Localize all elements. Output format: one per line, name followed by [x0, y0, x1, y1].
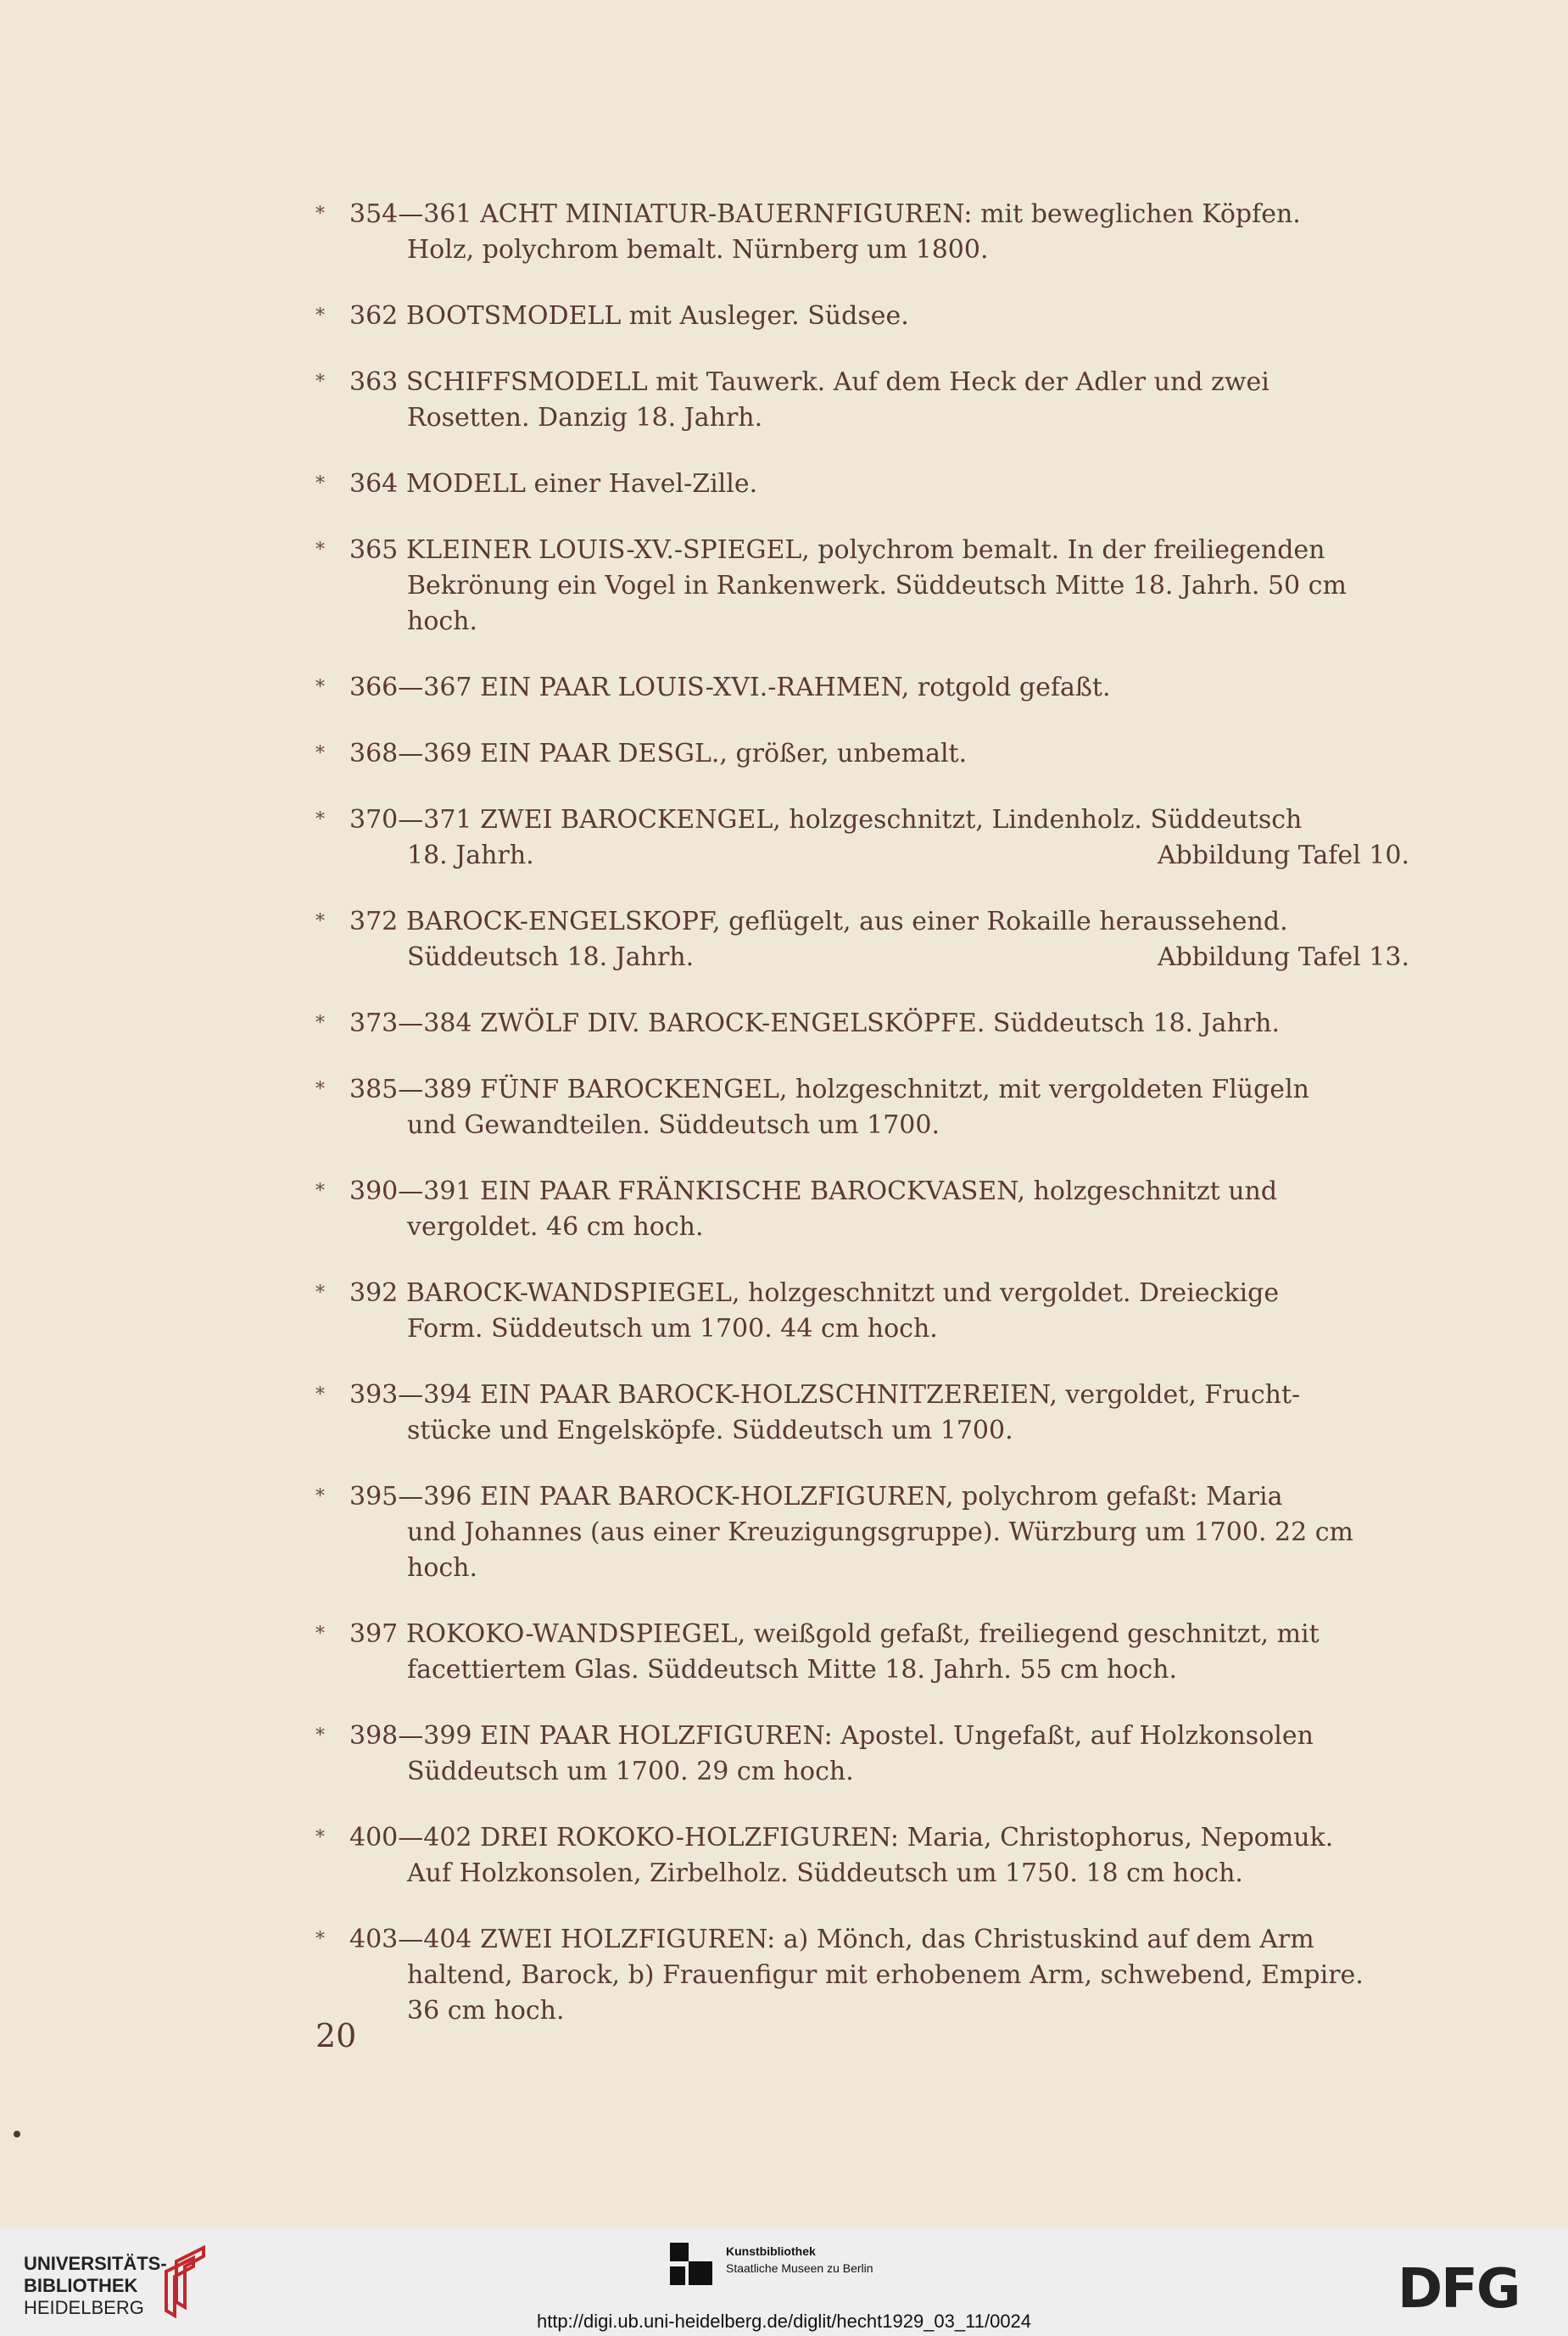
entry-line-2-row — [407, 1413, 1409, 1449]
asterisk-mark: * — [315, 372, 325, 393]
entry-heading-line — [349, 1922, 1409, 1958]
catalog-entry-1 — [315, 197, 1409, 268]
lot-number: 363 — [349, 367, 399, 397]
catalog-entry-9 — [315, 904, 1409, 975]
entry-line-2: Süddeutsch 18. Jahrh. — [407, 942, 695, 972]
uni-line-3: HEIDELBERG — [24, 2297, 144, 2318]
entry-line-1: ZWEI BAROCKENGEL, holzgeschnitzt, Lindenholz. Süddeutsch — [480, 805, 1303, 835]
entry-heading-line — [349, 1718, 1409, 1754]
entry-heading-line — [349, 1479, 1409, 1515]
asterisk-mark: * — [315, 1181, 325, 1202]
catalog-entry-5 — [315, 533, 1409, 640]
lot-number: 390—391 — [349, 1176, 472, 1206]
entry-line-1: EIN PAAR DESGL., größer, unbemalt. — [480, 739, 968, 768]
uni-line-2: BIBLIOTHEK — [24, 2275, 138, 2296]
entry-heading-line — [349, 1174, 1409, 1210]
entry-line-1: EIN PAAR LOUIS-XVI.-RAHMEN, rotgold gefaßt. — [480, 673, 1111, 702]
uni-line-1: UNIVERSITÄTS- — [24, 2253, 167, 2274]
entry-line-1: FÜNF BAROCKENGEL, holzgeschnitzt, mit vergoldeten Flügeln — [480, 1075, 1309, 1104]
uni-heidelberg-logo-icon — [159, 2243, 214, 2319]
entry-line-2-row — [407, 1856, 1409, 1892]
entry-line-1: EIN PAAR FRÄNKISCHE BAROCKVASEN, holzgeschnitzt und — [480, 1176, 1278, 1206]
lot-number: 392 — [349, 1278, 399, 1308]
lot-number: 395—396 — [349, 1482, 472, 1512]
entry-line-2: und Johannes (aus einer Kreuzigungsgruppe). Würzburg um 1700. 22 cm hoch. — [407, 1517, 1354, 1583]
entry-line-2: 18. Jahrh. — [407, 841, 534, 870]
catalog-entry-16 — [315, 1617, 1409, 1688]
entry-line-2: Süddeutsch um 1700. 29 cm hoch. — [407, 1757, 854, 1786]
entry-heading-line — [349, 1820, 1409, 1856]
lot-number: 385—389 — [349, 1075, 472, 1104]
asterisk-mark: * — [315, 204, 325, 225]
asterisk-mark: * — [315, 1079, 325, 1100]
entry-line-1: EIN PAAR BAROCK-HOLZSCHNITZEREIEN, vergoldet, Frucht- — [480, 1380, 1301, 1410]
entry-line-1: ROKOKO-WANDSPIEGEL, weißgold gefaßt, freiliegend geschnitzt, mit — [405, 1619, 1320, 1649]
entry-line-1: BOOTSMODELL mit Ausleger. Südsee. — [405, 301, 909, 331]
entry-line-2-row — [407, 232, 1409, 268]
entry-heading-line — [349, 1276, 1409, 1311]
catalog-entry-18 — [315, 1820, 1409, 1892]
catalog-entry-4 — [315, 467, 1409, 502]
asterisk-mark: * — [315, 911, 325, 932]
plate-reference: Abbildung Tafel 10. — [1157, 841, 1409, 870]
entry-heading-line — [349, 1072, 1409, 1108]
entry-line-1: DREI ROKOKO-HOLZFIGUREN: Maria, Christophorus, Nepomuk. — [480, 1823, 1334, 1853]
footer-bar — [0, 2227, 1568, 2336]
entry-line-1: EIN PAAR HOLZFIGUREN: Apostel. Ungefaßt, auf Holzkonsolen — [480, 1721, 1314, 1751]
asterisk-mark: * — [315, 1827, 325, 1848]
margin-dot — [14, 2131, 20, 2138]
entry-heading-line — [349, 802, 1409, 838]
page-number: 20 — [315, 2017, 357, 2054]
entry-line-1: ZWEI HOLZFIGUREN: a) Mönch, das Christuskind auf dem Arm — [480, 1925, 1314, 1954]
entry-line-1: EIN PAAR BAROCK-HOLZFIGUREN, polychrom gefaßt: Maria — [480, 1482, 1283, 1512]
kunstbibliothek-logo-icon — [670, 2243, 712, 2285]
lot-number: 365 — [349, 535, 399, 565]
entry-heading-line — [349, 670, 1409, 706]
kb-line-1: Kunstbibliothek — [726, 2244, 816, 2258]
lot-number: 362 — [349, 301, 399, 331]
asterisk-mark: * — [315, 1623, 325, 1645]
entry-line-2: stücke und Engelsköpfe. Süddeutsch um 1700. — [407, 1416, 1013, 1445]
entry-heading-line — [349, 1378, 1409, 1413]
catalog-entry-6 — [315, 670, 1409, 706]
lot-number: 354—361 — [349, 199, 472, 229]
asterisk-mark: * — [315, 1013, 325, 1034]
lot-number: 397 — [349, 1619, 399, 1649]
asterisk-mark: * — [315, 1929, 325, 1950]
entry-line-2-row — [407, 1958, 1409, 1993]
catalog-entry-12 — [315, 1174, 1409, 1245]
asterisk-mark: * — [315, 1283, 325, 1304]
catalog-entry-3 — [315, 365, 1409, 436]
entry-line-2-row — [407, 1754, 1409, 1790]
catalog-entry-15 — [315, 1479, 1409, 1586]
catalog-entry-14 — [315, 1378, 1409, 1449]
entry-heading-line — [349, 197, 1409, 232]
catalog-entries — [315, 197, 1409, 2059]
asterisk-mark: * — [315, 743, 325, 764]
uni-heidelberg-wordmark[interactable] — [24, 2253, 167, 2319]
asterisk-mark: * — [315, 539, 325, 561]
entry-line-2-row — [407, 568, 1409, 640]
entry-line-1: BAROCK-ENGELSKOPF, geflügelt, aus einer Rokaille heraussehend. — [405, 907, 1288, 936]
entry-heading-line — [349, 533, 1409, 568]
entry-line-1: KLEINER LOUIS-XV.-SPIEGEL, polychrom bemalt. In der freiliegenden — [405, 535, 1325, 565]
entry-line-2: vergoldet. 46 cm hoch. — [407, 1212, 704, 1242]
entry-line-2-row — [407, 400, 1409, 436]
entry-line-2-row — [407, 1108, 1409, 1143]
entry-heading-line — [349, 467, 1409, 502]
entry-line-2-row — [407, 838, 1409, 874]
entry-heading-line — [349, 736, 1409, 772]
catalog-entry-10 — [315, 1006, 1409, 1042]
entry-heading-line — [349, 1006, 1409, 1042]
entry-line-1: SCHIFFSMODELL mit Tauwerk. Auf dem Heck der Adler und zwei — [405, 367, 1269, 397]
entry-line-1: ZWÖLF DIV. BAROCK-ENGELSKÖPFE. Süddeutsch 18. Jahrh. — [480, 1009, 1281, 1038]
lot-number: 372 — [349, 907, 399, 936]
lot-number: 373—384 — [349, 1009, 472, 1038]
entry-line-2-row — [407, 1515, 1409, 1586]
entry-line-2-row — [407, 940, 1409, 975]
entry-line-2-row — [407, 1210, 1409, 1245]
catalog-entry-17 — [315, 1718, 1409, 1790]
catalog-entry-11 — [315, 1072, 1409, 1143]
entry-line-2: facettiertem Glas. Süddeutsch Mitte 18. Jahrh. 55 cm hoch. — [407, 1655, 1177, 1685]
catalog-entry-2 — [315, 299, 1409, 334]
lot-number: 400—402 — [349, 1823, 472, 1853]
catalog-entry-8 — [315, 802, 1409, 874]
asterisk-mark: * — [315, 1725, 325, 1746]
dfg-logo[interactable]: DFG — [1398, 2258, 1520, 2321]
asterisk-mark: * — [315, 677, 325, 698]
entry-line-2: Auf Holzkonsolen, Zirbelholz. Süddeutsch um 1750. 18 cm hoch. — [407, 1858, 1243, 1888]
entry-line-2: Holz, polychrom bemalt. Nürnberg um 1800. — [407, 235, 989, 265]
entry-line-2: Bekrönung ein Vogel in Rankenwerk. Süddeutsch Mitte 18. Jahrh. 50 cm hoch. — [407, 571, 1347, 636]
lot-number: 370—371 — [349, 805, 472, 835]
catalog-entry-13 — [315, 1276, 1409, 1347]
lot-number: 403—404 — [349, 1925, 472, 1954]
kunstbibliothek-label[interactable] — [726, 2243, 873, 2277]
entry-heading-line — [349, 299, 1409, 334]
entry-line-3: 36 cm hoch. — [407, 1996, 565, 2026]
lot-number: 366—367 — [349, 673, 472, 702]
entry-heading-line — [349, 365, 1409, 400]
source-url[interactable]: http://digi.ub.uni-heidelberg.de/diglit/hecht1929_03_11/0024 — [536, 2311, 1032, 2332]
plate-reference: Abbildung Tafel 13. — [1157, 942, 1409, 972]
entry-line-2-row — [407, 1652, 1409, 1688]
kb-line-2: Staatliche Museen zu Berlin — [726, 2261, 873, 2275]
entry-line-2-row — [407, 1311, 1409, 1347]
asterisk-mark: * — [315, 1384, 325, 1406]
catalog-entry-7 — [315, 736, 1409, 772]
entry-line-1: BAROCK-WANDSPIEGEL, holzgeschnitzt und vergoldet. Dreieckige — [405, 1278, 1280, 1308]
entry-line-2: haltend, Barock, b) Frauenfigur mit erhobenem Arm, schwebend, Empire. — [407, 1960, 1364, 1990]
lot-number: 368—369 — [349, 739, 472, 768]
asterisk-mark: * — [315, 809, 325, 830]
lot-number: 393—394 — [349, 1380, 472, 1410]
entry-heading-line — [349, 904, 1409, 940]
lot-number: 364 — [349, 469, 399, 499]
lot-number: 398—399 — [349, 1721, 472, 1751]
asterisk-mark: * — [315, 1486, 325, 1507]
entry-line-2: Form. Süddeutsch um 1700. 44 cm hoch. — [407, 1314, 938, 1344]
asterisk-mark: * — [315, 305, 325, 327]
entry-heading-line — [349, 1617, 1409, 1652]
catalog-entry-19 — [315, 1922, 1409, 2029]
entry-line-1: ACHT MINIATUR-BAUERNFIGUREN: mit beweglichen Köpfen. — [480, 199, 1301, 229]
entry-line-1: MODELL einer Havel-Zille. — [405, 469, 758, 499]
entry-line-2: Rosetten. Danzig 18. Jahrh. — [407, 403, 763, 433]
entry-line-2: und Gewandteilen. Süddeutsch um 1700. — [407, 1110, 940, 1140]
asterisk-mark: * — [315, 473, 325, 495]
